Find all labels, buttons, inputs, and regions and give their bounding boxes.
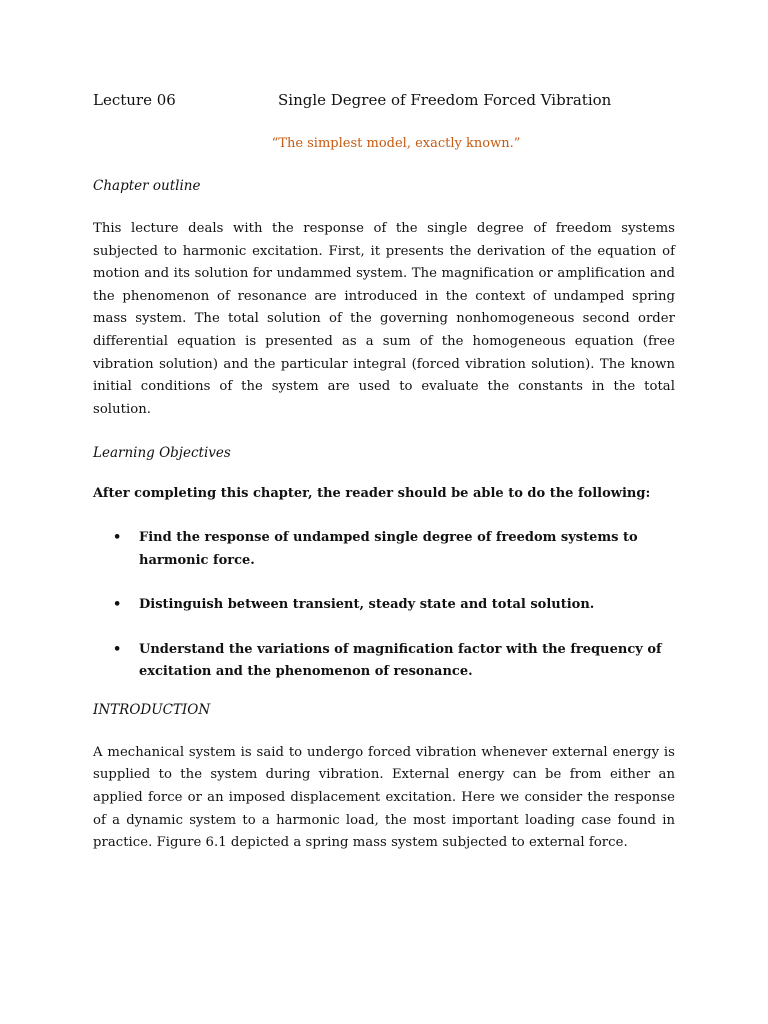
bullet-icon: •	[113, 597, 122, 613]
chapter-outline-paragraph: This lecture deals with the response of the single degree of freedom systems subjected to harmonic excitation. First, it presents the derivation of the equation of motion and its solution for undammed system. The magnification or amplification and the phenomenon of resonance are introduced in the context of undamped spring mass system. The total solution of the governing nonhomogeneous second order differential equation is presented as a sum of the homogeneous equation (free vibration solution) and the particular integral (forced vibration solution). The known initial conditions of the system are used to evaluate the constants in the total solution.	[93, 221, 675, 417]
chapter-outline-heading: Chapter outline	[93, 178, 201, 194]
list-item	[93, 527, 675, 572]
epigraph-quote: “The simplest model, exactly known.”	[271, 136, 521, 151]
bullet-icon: •	[113, 641, 122, 657]
objectives-list	[93, 527, 675, 684]
document-page	[93, 88, 675, 868]
list-item	[93, 594, 675, 617]
learning-objectives-heading: Learning Objectives	[93, 445, 231, 462]
objective-text: Distinguish between transient, steady state and total solution.	[139, 597, 595, 613]
introduction-heading: INTRODUCTION	[93, 701, 211, 718]
title-row	[93, 88, 675, 112]
list-item	[93, 639, 675, 684]
lecture-number: Lecture 06	[93, 91, 176, 109]
introduction-paragraph: A mechanical system is said to undergo forced vibration whenever external energy is supplied to the system during vibration. External energy can be from either an applied force or an imposed displacement excitation. Here we consider the response of a dynamic system to a harmonic load, the most important loading case found in practice. Figure 6.1 depicted a spring mass system subjected to external force.	[93, 744, 675, 851]
objective-text: Understand the variations of magnification factor with the frequency of excitation and the phenomenon of resonance.	[139, 641, 662, 680]
objective-text: Find the response of undamped single degree of freedom systems to harmonic force.	[139, 530, 638, 568]
bullet-icon: •	[113, 530, 122, 546]
learning-objectives-intro: After completing this chapter, the reader should be able to do the following:	[93, 486, 651, 502]
lecture-title: Single Degree of Freedom Forced Vibration	[278, 91, 612, 109]
